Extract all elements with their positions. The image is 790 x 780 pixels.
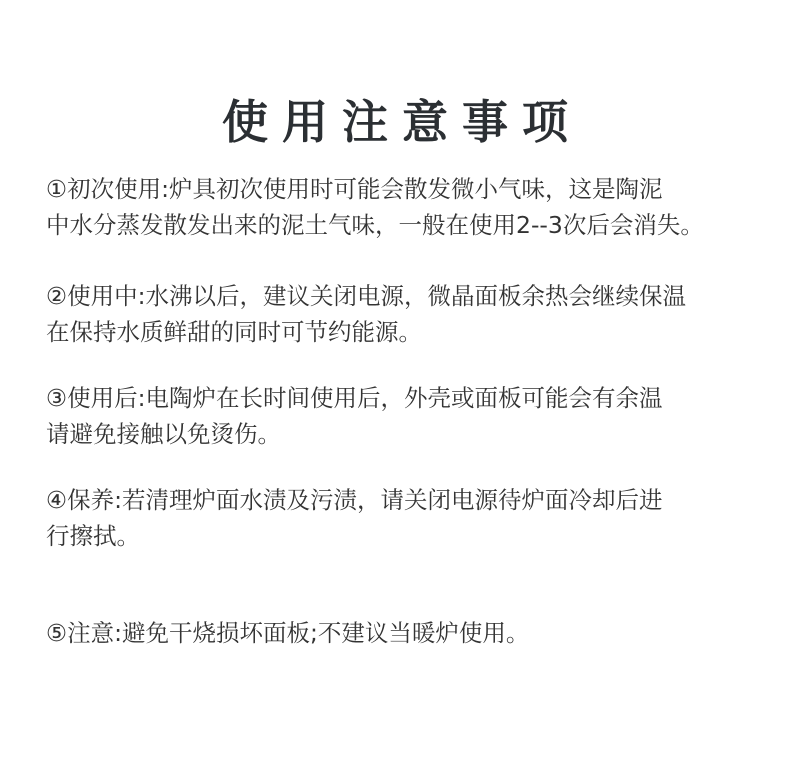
- notice-line: 中水分蒸发散发出来的泥土气味，一般在使用2--3次后会消失。: [46, 211, 704, 239]
- notice-line: 行擦拭。: [46, 522, 140, 550]
- notice-line: ④保养:若清理炉面水渍及污渍，请关闭电源待炉面冷却后进: [46, 486, 663, 514]
- notice-line: ③使用后:电陶炉在长时间使用后，外壳或面板可能会有余温: [46, 384, 663, 412]
- notice-item-maintenance: [46, 482, 766, 554]
- notice-item-after-use: [46, 380, 766, 452]
- notice-item-first-use: [46, 171, 766, 243]
- notice-line: ①初次使用:炉具初次使用时可能会散发微小气味，这是陶泥: [46, 175, 663, 203]
- notice-line: 在保持水质鲜甜的同时可节约能源。: [46, 318, 422, 346]
- notice-item-in-use: [46, 278, 766, 350]
- notice-item-caution: [46, 615, 766, 651]
- notice-line: 请避免接触以免烫伤。: [46, 420, 281, 448]
- notice-line: ②使用中:水沸以后，建议关闭电源，微晶面板余热会继续保温: [46, 282, 686, 310]
- notice-line: ⑤注意:避免干烧损坏面板;不建议当暖炉使用。: [46, 619, 530, 647]
- page-title: 使用注意事项: [222, 94, 582, 149]
